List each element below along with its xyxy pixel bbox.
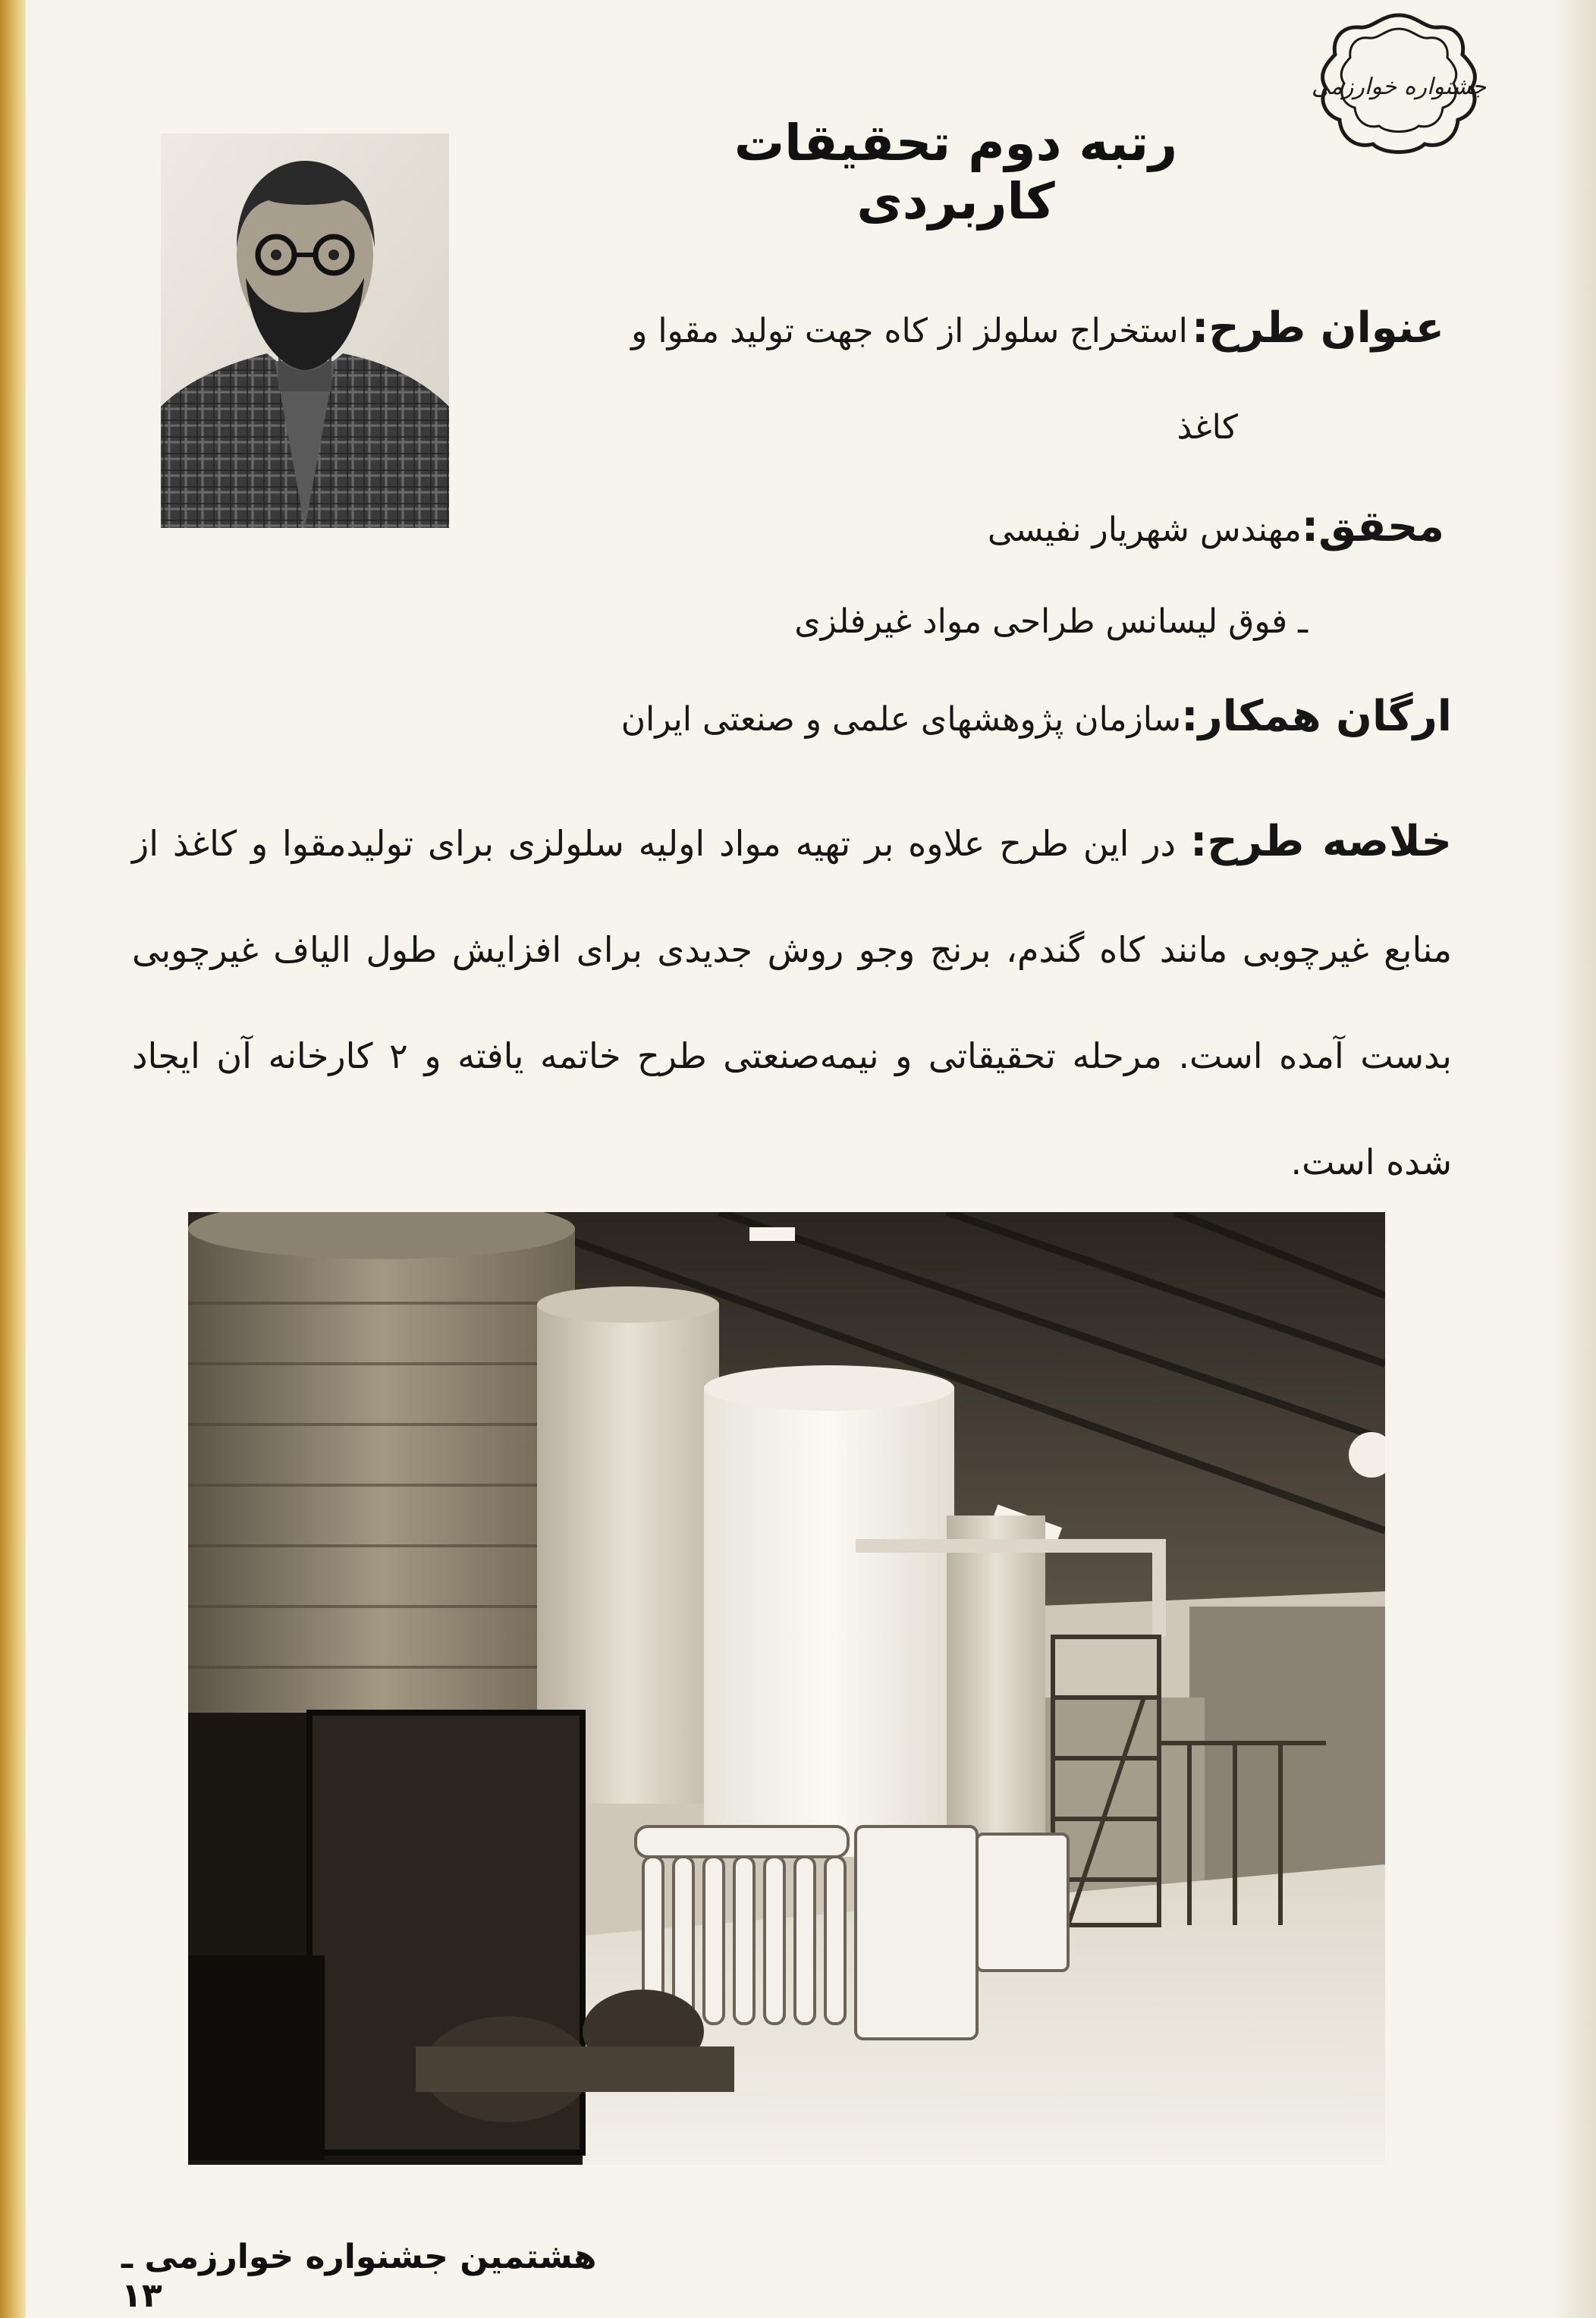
partner-line <box>621 692 1452 741</box>
page-title: رتبه دوم تحقیقات کاربردی <box>734 114 1178 231</box>
researcher-degree: ـ فوق لیسانس طراحی مواد غیرفلزی <box>794 602 1308 641</box>
page-binding-edge <box>0 0 26 2318</box>
researcher-name: مهندس شهریار نفیسی <box>987 510 1302 549</box>
researcher-line <box>988 502 1444 551</box>
project-title-line2: کاغذ <box>1177 408 1238 447</box>
researcher-portrait <box>161 133 449 528</box>
partner-value: سازمان پژوهشهای علمی و صنعتی ایران <box>620 700 1182 739</box>
project-title-value: استخراج سلولز از کاه جهت تولید مقوا و <box>631 312 1188 350</box>
project-title-line1 <box>631 303 1444 353</box>
summary-text: در این طرح علاوه بر تهیه مواد اولیه سلولزی برای تولیدمقوا و کاغذ از منابع غیرچوبی مانند کاه گندم، برنج وجو روش جدیدی برای افزایش طول الیاف غیرچوبی بدست آمده است. مرحله تحقیقاتی و نیمه‌صنعتی طرح خاتمه یافته و ۲ کارخانه آن ایجاد شده است. <box>132 823 1452 1183</box>
factory-photo <box>188 1212 1385 2165</box>
svg-text:جشنواره خوارزمی: جشنواره خوارزمی <box>1311 74 1487 100</box>
summary-label: خلاصه طرح: <box>1189 817 1452 866</box>
page-footer: هشتمین جشنواره خوارزمی ـ ۱۳ <box>121 2238 597 2315</box>
summary-paragraph <box>132 789 1452 1215</box>
partner-label: ارگان همکار: <box>1181 692 1452 741</box>
festival-emblem-icon <box>1311 9 1487 158</box>
page-edge-shadow <box>1550 0 1596 2318</box>
project-label: عنوان طرح: <box>1191 303 1444 353</box>
researcher-label: محقق: <box>1301 502 1444 551</box>
